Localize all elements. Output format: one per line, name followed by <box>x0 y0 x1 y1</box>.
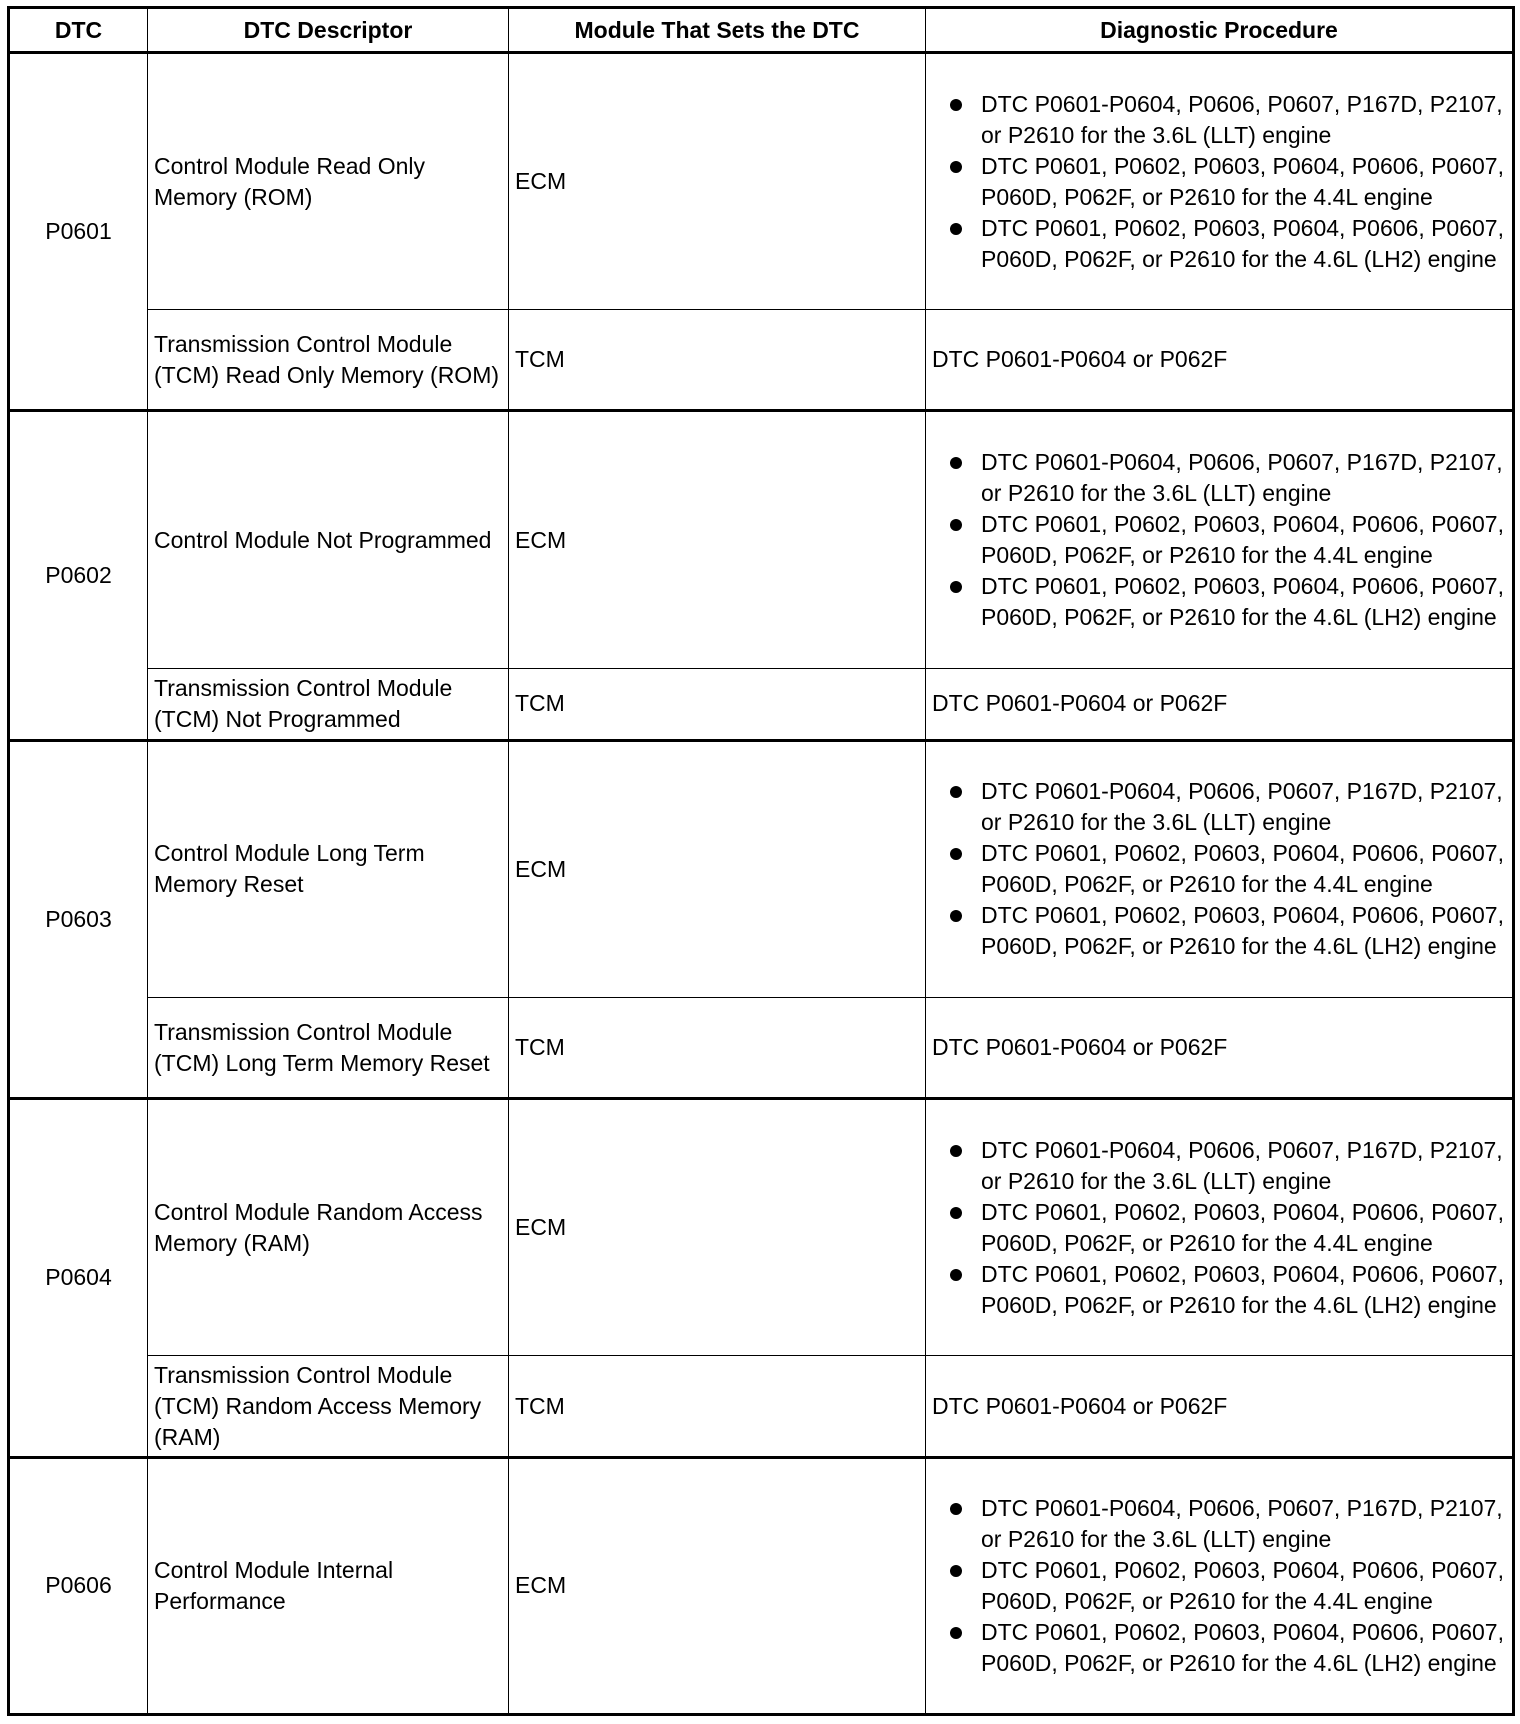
table-row <box>9 411 1514 668</box>
procedure-link[interactable]: DTC P0601, P0602, P0603, P0604, P0606, P0607, P060D, P062F, or P2610 for the 4.6L (LH2) engine <box>946 1617 1506 1679</box>
setting-module: ECM <box>509 1457 926 1714</box>
dtc-code: P0602 <box>9 411 148 740</box>
procedure-list <box>932 1135 1506 1321</box>
procedure-link[interactable]: DTC P0601, P0602, P0603, P0604, P0606, P0607, P060D, P062F, or P2610 for the 4.6L (LH2) engine <box>946 900 1506 962</box>
dtc-descriptor: Control Module Not Programmed <box>148 411 509 668</box>
header-module: Module That Sets the DTC <box>509 8 926 53</box>
setting-module: TCM <box>509 1356 926 1457</box>
procedure-link[interactable]: DTC P0601, P0602, P0603, P0604, P0606, P0607, P060D, P062F, or P2610 for the 4.6L (LH2) engine <box>946 571 1506 633</box>
table-row <box>9 998 1514 1099</box>
table-row <box>9 1356 1514 1457</box>
procedure-link[interactable]: DTC P0601-P0604, P0606, P0607, P167D, P2107, or P2610 for the 3.6L (LLT) engine <box>946 1135 1506 1197</box>
table-row <box>9 1099 1514 1356</box>
table-row <box>9 1457 1514 1714</box>
procedure-link[interactable]: DTC P0601, P0602, P0603, P0604, P0606, P0607, P060D, P062F, or P2610 for the 4.4L engine <box>946 151 1506 213</box>
table-row <box>9 310 1514 411</box>
procedure-link[interactable]: DTC P0601, P0602, P0603, P0604, P0606, P0607, P060D, P062F, or P2610 for the 4.4L engine <box>946 509 1506 571</box>
procedure-link[interactable]: DTC P0601-P0604 or P062F <box>926 998 1514 1099</box>
procedure-link[interactable]: DTC P0601-P0604 or P062F <box>926 1356 1514 1457</box>
header-dtc: DTC <box>9 8 148 53</box>
dtc-descriptor: Transmission Control Module (TCM) Long Term Memory Reset <box>148 998 509 1099</box>
dtc-descriptor: Transmission Control Module (TCM) Read Only Memory (ROM) <box>148 310 509 411</box>
dtc-table <box>7 6 1515 1716</box>
diagnostic-procedure <box>926 1099 1514 1356</box>
procedure-link[interactable]: DTC P0601-P0604, P0606, P0607, P167D, P2107, or P2610 for the 3.6L (LLT) engine <box>946 1493 1506 1555</box>
setting-module: TCM <box>509 998 926 1099</box>
setting-module: TCM <box>509 668 926 740</box>
dtc-descriptor: Control Module Long Term Memory Reset <box>148 740 509 997</box>
procedure-link[interactable]: DTC P0601, P0602, P0603, P0604, P0606, P0607, P060D, P062F, or P2610 for the 4.4L engine <box>946 838 1506 900</box>
procedure-list <box>932 447 1506 633</box>
table-row <box>9 668 1514 740</box>
dtc-code: P0604 <box>9 1099 148 1457</box>
procedure-link[interactable]: DTC P0601-P0604, P0606, P0607, P167D, P2107, or P2610 for the 3.6L (LLT) engine <box>946 776 1506 838</box>
diagnostic-procedure <box>926 53 1514 310</box>
header-descriptor: DTC Descriptor <box>148 8 509 53</box>
diagnostic-procedure <box>926 740 1514 997</box>
procedure-link[interactable]: DTC P0601-P0604, P0606, P0607, P167D, P2107, or P2610 for the 3.6L (LLT) engine <box>946 89 1506 151</box>
procedure-link[interactable]: DTC P0601-P0604 or P062F <box>926 668 1514 740</box>
procedure-link[interactable]: DTC P0601-P0604 or P062F <box>926 310 1514 411</box>
dtc-descriptor: Control Module Random Access Memory (RAM) <box>148 1099 509 1356</box>
procedure-link[interactable]: DTC P0601, P0602, P0603, P0604, P0606, P0607, P060D, P062F, or P2610 for the 4.4L engine <box>946 1197 1506 1259</box>
procedure-link[interactable]: DTC P0601-P0604, P0606, P0607, P167D, P2107, or P2610 for the 3.6L (LLT) engine <box>946 447 1506 509</box>
diagnostic-procedure <box>926 1457 1514 1714</box>
table-header <box>9 8 1514 53</box>
header-procedure: Diagnostic Procedure <box>926 8 1514 53</box>
table-row <box>9 740 1514 997</box>
setting-module: ECM <box>509 53 926 310</box>
setting-module: TCM <box>509 310 926 411</box>
setting-module: ECM <box>509 1099 926 1356</box>
dtc-code: P0603 <box>9 740 148 1098</box>
procedure-list <box>932 1493 1506 1679</box>
dtc-descriptor: Control Module Internal Performance <box>148 1457 509 1714</box>
setting-module: ECM <box>509 411 926 668</box>
dtc-code: P0606 <box>9 1457 148 1714</box>
procedure-list <box>932 89 1506 275</box>
dtc-descriptor: Control Module Read Only Memory (ROM) <box>148 53 509 310</box>
dtc-code: P0601 <box>9 53 148 411</box>
setting-module: ECM <box>509 740 926 997</box>
table-row <box>9 53 1514 310</box>
procedure-list <box>932 776 1506 962</box>
dtc-descriptor: Transmission Control Module (TCM) Random Access Memory (RAM) <box>148 1356 509 1457</box>
diagnostic-procedure <box>926 411 1514 668</box>
procedure-link[interactable]: DTC P0601, P0602, P0603, P0604, P0606, P0607, P060D, P062F, or P2610 for the 4.6L (LH2) engine <box>946 1259 1506 1321</box>
table-body <box>9 53 1514 1715</box>
procedure-link[interactable]: DTC P0601, P0602, P0603, P0604, P0606, P0607, P060D, P062F, or P2610 for the 4.6L (LH2) engine <box>946 213 1506 275</box>
procedure-link[interactable]: DTC P0601, P0602, P0603, P0604, P0606, P0607, P060D, P062F, or P2610 for the 4.4L engine <box>946 1555 1506 1617</box>
dtc-descriptor: Transmission Control Module (TCM) Not Programmed <box>148 668 509 740</box>
